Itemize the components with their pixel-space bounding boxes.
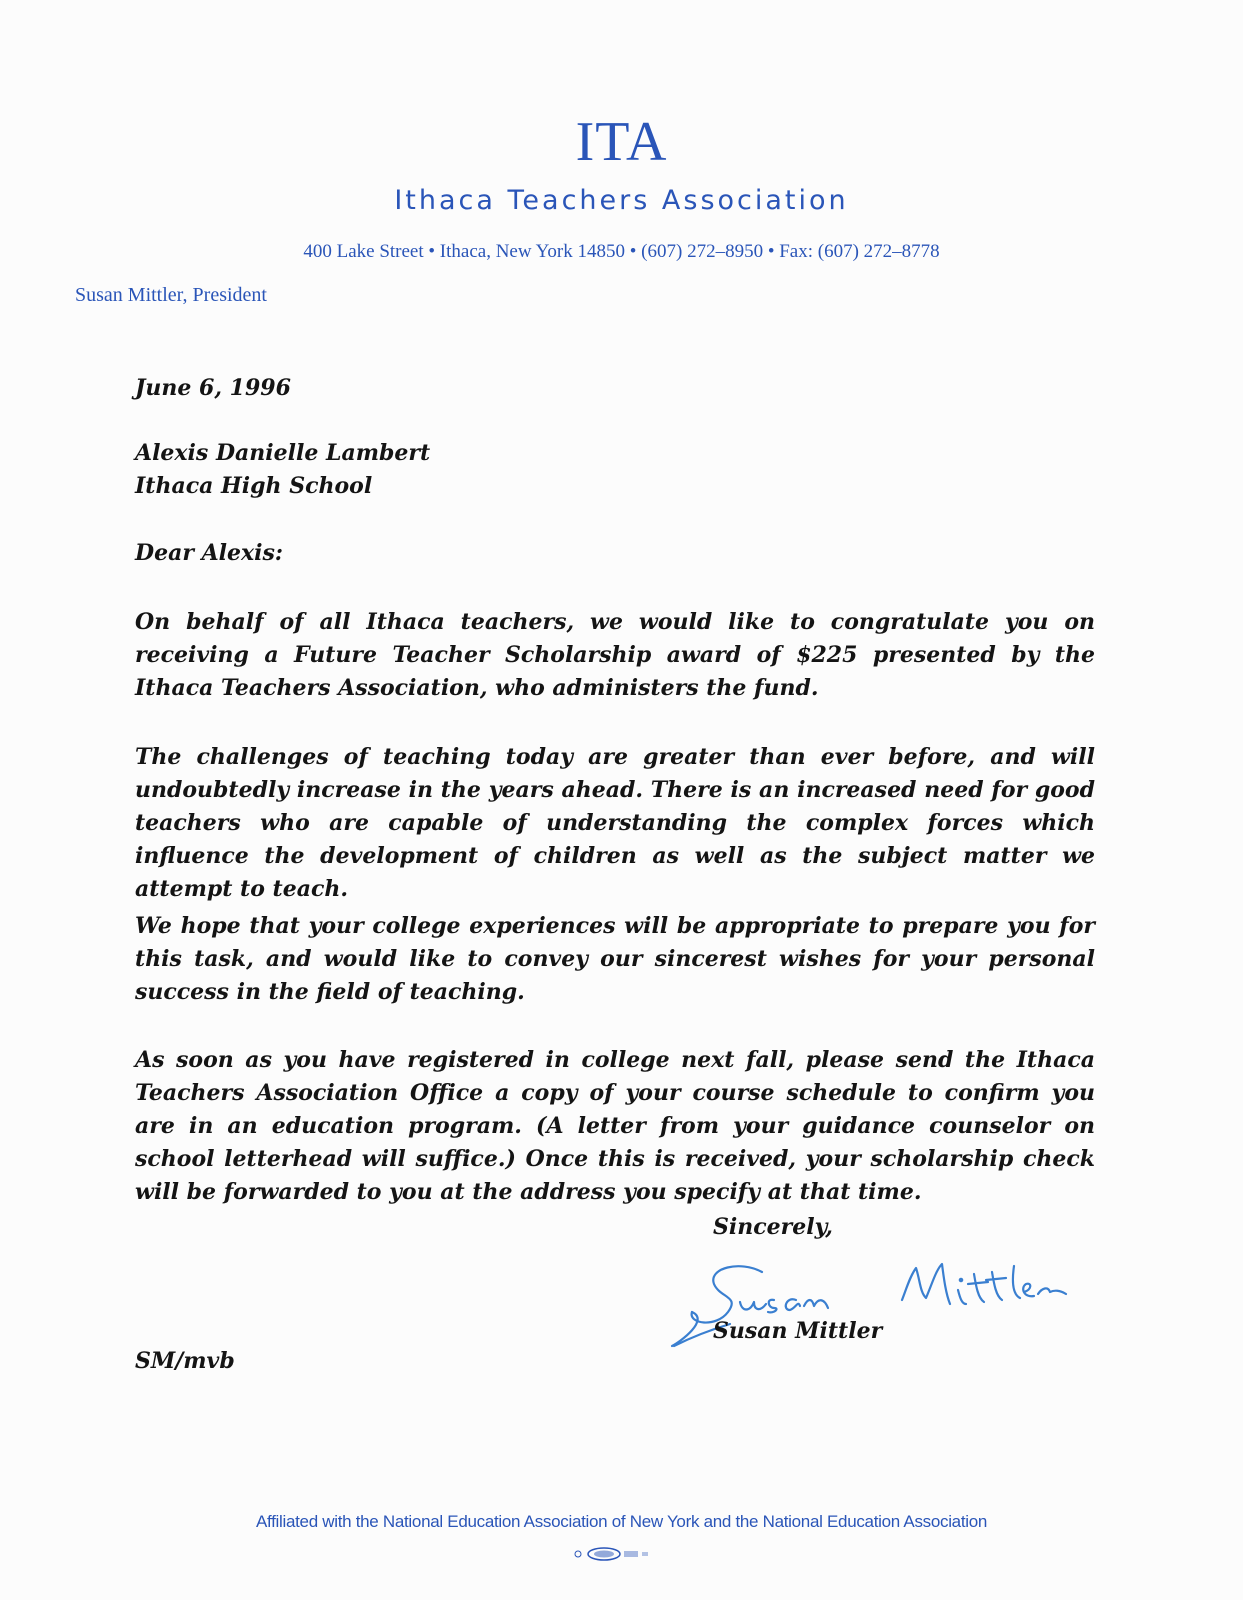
body-paragraph: The challenges of teaching today are greater than ever before, and will undoubtedly increase in the years ahead. There is an increased need for good teachers who are capable of understanding the complex forces which influence the development of children as well as the subject matter we attempt to teach. bbox=[135, 744, 1095, 902]
typist-initials: SM/mvb bbox=[135, 1348, 235, 1374]
recipient-block bbox=[135, 437, 1095, 503]
affiliation-footer: Affiliated with the National Education Association of New York and the National Education Association bbox=[255, 1512, 988, 1531]
union-label-icon bbox=[572, 1544, 662, 1564]
letterhead-abbreviation: ITA bbox=[575, 111, 668, 173]
body-paragraph: As soon as you have registered in college next fall, please send the Ithaca Teachers Association Office a copy of your course schedule to confirm you are in an education program. (A letter from your guidance counselor on school letterhead will suffice.) Once this is received, your scholarship check will be forwarded to you at the address you specify at that time. bbox=[135, 1047, 1095, 1205]
letterhead-president: Susan Mittler, President bbox=[75, 284, 267, 306]
signer-name: Susan Mittler bbox=[713, 1318, 883, 1344]
body-paragraph: On behalf of all Ithaca teachers, we would like to congratulate you on receiving a Future Teacher Scholarship award of $225 presented by the Ithaca Teachers Association, who administers the fund. bbox=[135, 609, 1095, 701]
letter-date: June 6, 1996 bbox=[135, 375, 291, 401]
recipient-school: Ithaca High School bbox=[135, 473, 373, 499]
closing: Sincerely, bbox=[713, 1214, 833, 1240]
salutation: Dear Alexis: bbox=[135, 540, 283, 566]
letterhead-organization-name: Ithaca Teachers Association bbox=[394, 185, 849, 216]
letterhead-address: 400 Lake Street • Ithaca, New York 14850 • (607) 272–8950 • Fax: (607) 272–8778 bbox=[303, 241, 940, 262]
recipient-name: Alexis Danielle Lambert bbox=[135, 440, 431, 466]
body-paragraph: We hope that your college experiences will be appropriate to prepare you for this task, and would like to convey our sincerest wishes for your personal success in the field of teaching. bbox=[135, 913, 1095, 1005]
